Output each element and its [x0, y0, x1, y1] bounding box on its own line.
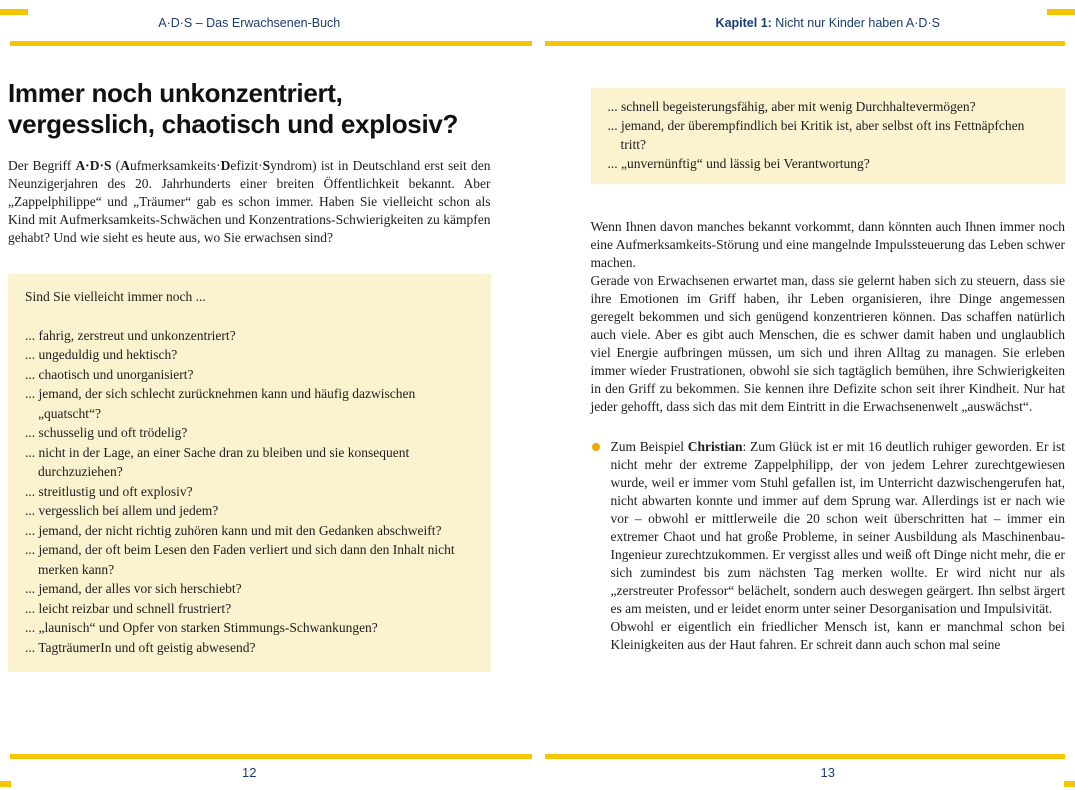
- checklist-item: ... vergesslich bei allem und jedem?: [25, 503, 219, 518]
- text-run: ufmerksamkeits·: [129, 158, 221, 173]
- checklist-box: [8, 274, 491, 672]
- bullet-dot-icon: [592, 443, 600, 451]
- example-christian: [591, 438, 1066, 654]
- checklist-item: ... ungeduldig und hektisch?: [25, 347, 178, 362]
- running-head-left: A·D·S – Das Erwachsenen-Buch: [158, 16, 341, 30]
- text-run: Nicht nur Kinder haben A·D·S: [771, 16, 940, 30]
- body-paragraph-1: Wenn Ihnen davon manches bekannt vorkommt, dann könnten auch Ihnen immer noch eine Aufmerksamkeits-Störung und eine mangelnde Impulssteuerung das Leben schwer machen.: [590, 219, 1065, 270]
- page-left-content: [8, 46, 491, 672]
- checklist-item: ... schusselig und oft trödelig?: [25, 425, 188, 440]
- checklist-item: ... jemand, der alles vor sich herschiebt?: [25, 581, 242, 596]
- body-paragraph-2: Gerade von Erwachsenen erwartet man, dass sie gelernt haben sich zu steuern, dass sie ihre Emotionen im Griff haben, ihr Leben organisieren, ihre Dinge angemessen geregelt bekommen und sich genügend konzentrieren können. Das schaffen natürlich auch viele. Aber es gibt auch Menschen, die es schwer damit haben und unglaublich viel Energie aufbringen müssen, um sich und ihren Alltag zu managen. Sie erleben immer wieder Frustrationen, obwohl sie sich tagtäglich bemühen, ihre Schwierigkeiten in den Griff zu bekommen. Sie kennen ihre Defizite schon seit ihrer Kindheit. Nur hat jeder gehofft, dass sich das mit dem Eintritt in die Erwachsenenwelt „auswächst“.: [590, 273, 1065, 414]
- checklist: [25, 326, 477, 658]
- page-right-content: [591, 46, 1066, 654]
- checklist-box-continued: [591, 88, 1066, 184]
- checklist-item: ... jemand, der überempfindlich bei Kritik ist, aber selbst oft ins Fettnäpfchen tritt?: [607, 118, 1025, 152]
- checklist-continued: [608, 97, 1052, 173]
- footer-rule-right: [545, 754, 1066, 759]
- corner-accent-bottom-right: [1064, 781, 1075, 787]
- example-paragraph-1: [611, 438, 1066, 618]
- running-head-right: [591, 15, 1066, 31]
- title-line-2: vergesslich, chaotisch und explosiv?: [8, 109, 459, 139]
- checklist-item: ... nicht in der Lage, an einer Sache dran zu bleiben und sie konsequent durchzuziehen?: [25, 444, 410, 479]
- page-number-left: 12: [242, 765, 257, 780]
- text-run: yndrom) ist in Deutschland erst seit den Neunzigerjahren des 20. Jahrhunderts einer breiten Öffentlichkeit bekannt. Aber „Zappelphilippe“ und „Träumer“ gab es schon immer. Haben Sie vielleicht schon als Kind mit Aufmerksamkeits-Schwächen und Konzentrations-Schwierigkeiten zu kämpfen gehabt? Und wie sieht es heute aus, wo Sie erwachsen sind?: [8, 158, 491, 245]
- checklist-item: ... „unvernünftig“ und lässig bei Verantwortung?: [607, 156, 870, 171]
- checklist-item: ... fahrig, zerstreut und unkonzentriert?: [25, 327, 236, 343]
- corner-accent-bottom-left: [0, 781, 11, 787]
- body-text-block: [591, 218, 1066, 416]
- checklist-item: ... leicht reizbar und schnell frustriert?: [25, 600, 232, 616]
- title-line-1: Immer noch unkonzentriert,: [8, 78, 343, 108]
- checklist-item: ... jemand, der nicht richtig zuhören kann und mit den Gedanken abschweift?: [25, 522, 442, 538]
- text-run: Zum Beispiel: [610, 439, 688, 454]
- text-run: : Zum Glück ist er mit 16 deutlich ruhiger geworden. Er ist nicht mehr der extreme Zappelphilipp, der von jedem Lehrer zurechtgewiesen wurde, weil er immer vom Stuhl gefallen ist, im Unterricht dazwischengerufen hat, nicht abwarten konnte und immer auf dem Sprung war. Allerdings ist er nach wie vor – obwohl er mittlerweile die 20 schon weit überschritten hat – immer ein extremer Chaot und hat große Probleme, in seiner Ausbildung als Maschinenbau-Ingenieur zurechtzukommen. Er vergisst alles und weiß oft Dinge nicht mehr, die er sich zumindest bis zum nächsten Tag merken wollte. Er wird nicht nur als „zerstreuter Professor“ belächelt, sondern auch deswegen geärgert. Ihn selbst ärgert es am meisten, und er leidet enorm unter seiner Desorganisation und Impulsivität.: [610, 439, 1065, 616]
- checklist-item: ... schnell begeisterungsfähig, aber mit wenig Durchhaltevermögen?: [607, 99, 976, 114]
- example-paragraph-2: Obwohl er eigentlich ein friedlicher Mensch ist, kann er manchmal schon bei Kleinigkeiten aus der Haut fahren. Er schreit dann auch schon mal seine: [610, 619, 1065, 652]
- intro-paragraph: [8, 157, 491, 247]
- bold-text-run: D: [220, 158, 231, 173]
- checklist-item: ... jemand, der oft beim Lesen den Faden verliert und sich dann den Inhalt nicht merken kann?: [25, 542, 455, 577]
- checklist-item: ... „launisch“ und Opfer von starken Stimmungs-Schwankungen?: [25, 620, 378, 635]
- checklist-item: ... chaotisch und unorganisiert?: [25, 366, 194, 382]
- checklist-item: ... streitlustig und oft explosiv?: [25, 483, 193, 499]
- page-right: [538, 0, 1075, 790]
- text-run: Der Begriff: [8, 158, 76, 173]
- text-run: (: [111, 158, 121, 173]
- page-number-right: 13: [820, 765, 835, 780]
- bold-text-run: S: [262, 158, 271, 173]
- footer-rule-left: [10, 754, 532, 759]
- bold-text-run: A: [120, 158, 130, 173]
- checklist-lead: Sind Sie vielleicht immer noch ...: [25, 289, 206, 304]
- checklist-item: ... TagträumerIn und oft geistig abwesend?: [25, 639, 256, 655]
- bold-text-run: Christian: [687, 439, 743, 454]
- bold-text-run: Kapitel 1:: [715, 16, 772, 30]
- text-run: efizit·: [230, 158, 263, 173]
- bold-text-run: A·D·S: [75, 158, 112, 173]
- chapter-question-title: [8, 78, 491, 140]
- checklist-item: ... jemand, der sich schlecht zurücknehmen kann und häufig dazwischen „quatscht“?: [25, 386, 416, 421]
